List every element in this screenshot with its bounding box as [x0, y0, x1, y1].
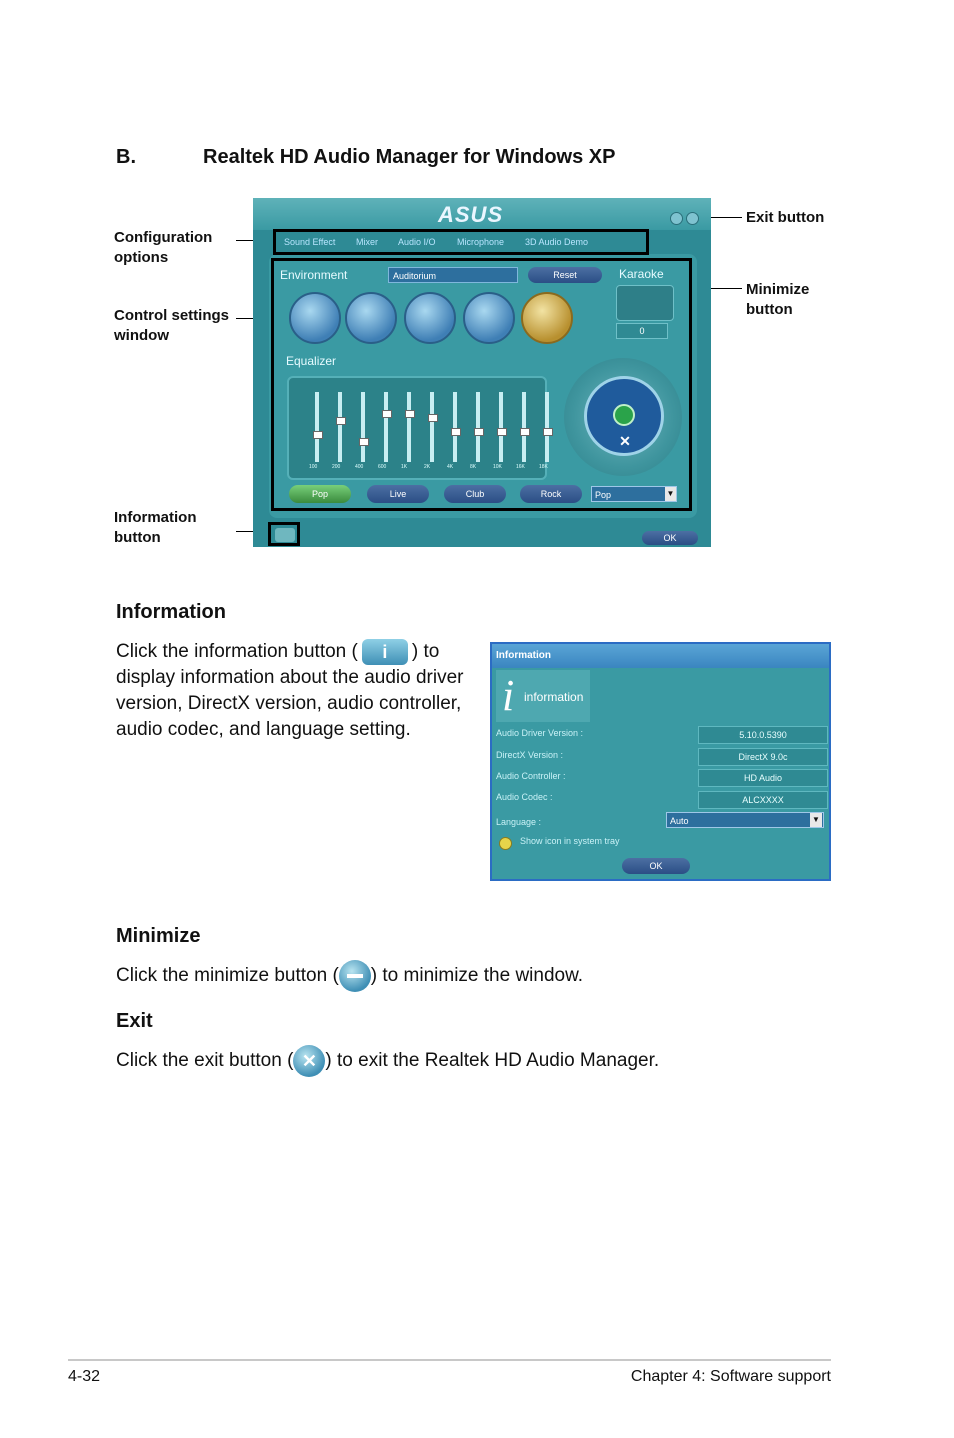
callout-info-line1: Information [114, 509, 197, 526]
eq-band-label: 16K [516, 464, 525, 470]
preset-club-button[interactable]: Club [444, 485, 506, 503]
preset-rock-button[interactable]: Rock [520, 485, 582, 503]
preset-pop-button[interactable]: Pop [289, 485, 351, 503]
tab-microphone[interactable]: Microphone [457, 237, 505, 247]
language-select[interactable]: Auto [666, 812, 824, 828]
minimize-text-before: Click the minimize button ( [116, 965, 339, 987]
information-window-title: Information [492, 644, 829, 668]
section-heading [116, 146, 615, 169]
eq-band-label: 18K [539, 464, 548, 470]
language-chevron-down-icon[interactable]: ▼ [810, 813, 822, 827]
exit-heading: Exit [116, 1010, 153, 1032]
exit-text-before: Click the exit button ( [116, 1050, 294, 1072]
tray-option-label: Show icon in system tray [520, 836, 620, 846]
page-number: 4-32 [68, 1368, 101, 1385]
information-heading: Information [116, 601, 226, 623]
info-value-controller: HD Audio [698, 769, 828, 787]
exit-text-after: ) to exit the Realtek HD Audio Manager. [325, 1050, 660, 1072]
information-window [490, 642, 831, 881]
callout-minimize-line2: button [746, 301, 793, 318]
eq-band-label: 100 [309, 464, 318, 470]
chevron-down-icon[interactable]: ▼ [665, 487, 676, 501]
minimize-heading: Minimize [116, 925, 201, 947]
eq-band-label: 2K [424, 464, 431, 470]
callout-control-line2: window [114, 327, 169, 344]
callout-info-line2: button [114, 529, 161, 546]
eq-band-label: 1K [401, 464, 408, 470]
info-label-driver: Audio Driver Version : [496, 728, 584, 738]
footer-rule [68, 1359, 831, 1361]
information-text [116, 639, 481, 743]
information-text-before: Click the information button ( [116, 641, 358, 663]
callout-control-line1: Control settings [114, 307, 229, 324]
info-value-codec: ALCXXXX [698, 791, 828, 809]
information-i-icon: i [502, 671, 515, 720]
info-value-driver: 5.10.0.5390 [698, 726, 828, 744]
minimize-button[interactable] [670, 212, 683, 225]
karaoke-label: Karaoke [619, 267, 664, 281]
info-label-language: Language : [496, 817, 542, 827]
minimize-icon [339, 960, 371, 992]
preset-select[interactable]: Pop [591, 486, 677, 502]
highlight-info-button [268, 522, 300, 546]
minimize-text-after: ) to minimize the window. [370, 965, 584, 987]
eq-band-label: 4K [447, 464, 454, 470]
tray-radio[interactable] [499, 837, 512, 850]
information-banner-text: information [524, 690, 584, 704]
preset-live-button[interactable]: Live [367, 485, 429, 503]
eq-band-label: 8K [470, 464, 477, 470]
section-number: B. [116, 146, 136, 168]
tab-mixer[interactable]: Mixer [356, 237, 378, 247]
asus-logo: ASUS [438, 202, 504, 227]
equalizer-label: Equalizer [286, 354, 337, 368]
callout-control [114, 306, 229, 346]
chapter-label: Chapter 4: Software support [630, 1368, 831, 1385]
callout-exit: Exit button [746, 209, 825, 226]
exit-icon: ✕ [293, 1045, 325, 1077]
close-icon[interactable]: ✕ [619, 433, 631, 449]
karaoke-value[interactable]: 0 [616, 323, 668, 339]
callout-config-line1: Configuration [114, 229, 213, 246]
callout-minimize [746, 280, 809, 320]
information-banner [496, 670, 590, 722]
info-ok-button[interactable]: OK [622, 858, 690, 874]
info-value-directx: DirectX 9.0c [698, 748, 828, 766]
tab-sound-effect[interactable]: Sound Effect [284, 237, 336, 247]
tab-3d-audio-demo[interactable]: 3D Audio Demo [525, 237, 589, 247]
environment-label: Environment [280, 268, 348, 282]
callout-config [114, 228, 212, 268]
eq-band-label: 200 [332, 464, 341, 470]
exit-button[interactable] [686, 212, 699, 225]
environment-select[interactable]: Auditorium [388, 267, 518, 283]
tab-audio-io[interactable]: Audio I/O [398, 237, 436, 247]
exit-text [116, 1045, 816, 1077]
highlight-control-window [271, 258, 692, 511]
minimize-text [116, 960, 816, 992]
callout-info [114, 508, 197, 548]
info-icon: i [362, 639, 408, 665]
eq-band-label: 10K [493, 464, 502, 470]
information-text-after: ) to display information about the audio driver version, DirectX version, audio controller, audio codec, and language setting. [116, 641, 464, 741]
highlight-config-options [273, 229, 649, 255]
ok-button[interactable]: OK [642, 531, 698, 545]
section-title: Realtek HD Audio Manager for Windows XP [203, 146, 616, 168]
info-label-directx: DirectX Version : [496, 750, 564, 760]
info-label-controller: Audio Controller : [496, 771, 566, 781]
reset-button[interactable]: Reset [528, 267, 602, 283]
callout-minimize-line1: Minimize [746, 281, 810, 298]
info-label-codec: Audio Codec : [496, 792, 553, 802]
eq-band-label: 600 [378, 464, 387, 470]
eq-band-label: 400 [355, 464, 364, 470]
callout-config-line2: options [114, 249, 169, 266]
